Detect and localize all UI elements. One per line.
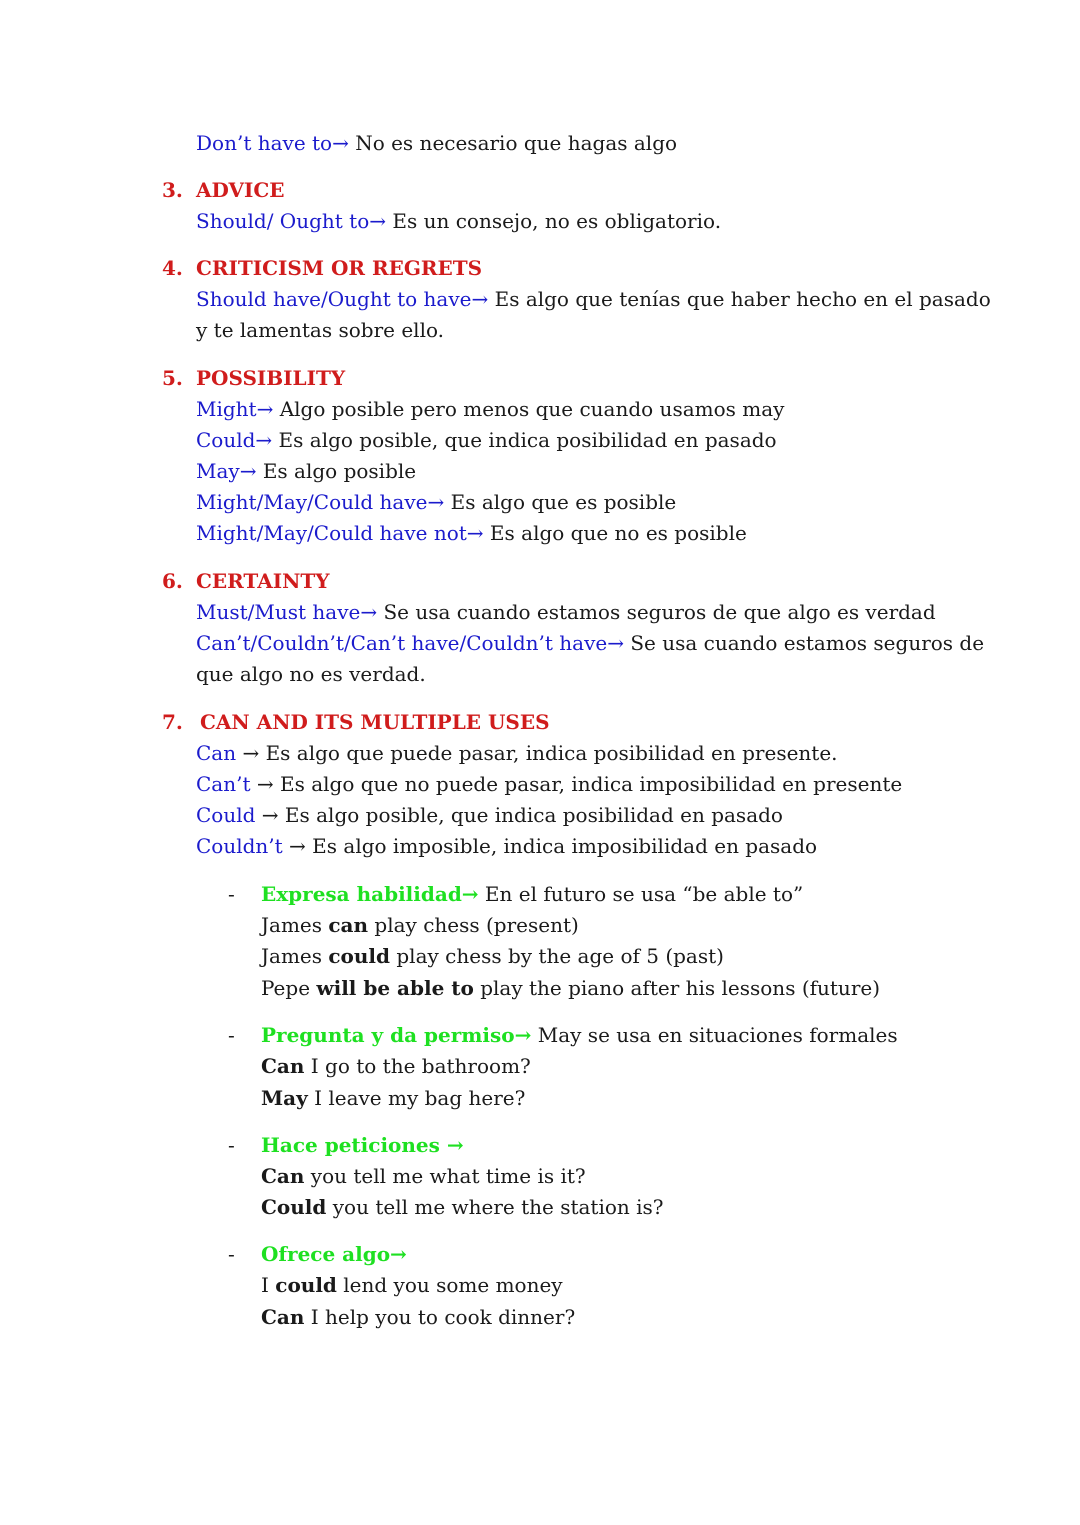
can-line [196, 769, 902, 800]
possibility-line [196, 425, 777, 456]
section-heading-certainty: CERTAINTY [196, 569, 330, 593]
use-title: Expresa habilidad→ [261, 882, 479, 906]
use-heading [261, 879, 803, 910]
use-note: En el futuro se usa “be able to” [478, 882, 804, 906]
term: Might/May/Could have→ [196, 490, 445, 514]
definition: → Es algo imposible, indica imposibilidad en pasado [282, 834, 818, 858]
use-note: May se usa en situaciones formales [531, 1023, 898, 1047]
definition: y te lamentas sobre ello. [196, 318, 445, 342]
bullet-dash: - [228, 1242, 235, 1266]
definition: Es un consejo, no es obligatorio. [386, 209, 722, 233]
term: Might→ [196, 397, 274, 421]
can-line [196, 831, 817, 862]
example-post: I leave my bag here? [307, 1086, 526, 1110]
section-heading-can: CAN AND ITS MULTIPLE USES [200, 710, 550, 734]
certainty-line [196, 628, 984, 659]
example-line [261, 1302, 575, 1333]
definition: Es algo posible, que indica posibilidad en pasado [272, 428, 777, 452]
use-heading [261, 1020, 898, 1051]
definition: que algo no es verdad. [196, 662, 426, 686]
example-keyword: Can [261, 1164, 305, 1188]
certainty-line [196, 597, 936, 628]
section-heading-advice: ADVICE [196, 178, 285, 202]
criticism-line [196, 315, 444, 346]
definition: Algo posible pero menos que cuando usamos may [273, 397, 785, 421]
term: Can’t [196, 772, 251, 796]
can-line [196, 738, 838, 769]
example-keyword: Can [261, 1054, 305, 1078]
use-title: Hace peticiones → [261, 1133, 464, 1157]
advice-line [196, 206, 721, 237]
possibility-line [196, 394, 784, 425]
example-line [261, 973, 880, 1004]
definition: → Es algo que no puede pasar, indica imposibilidad en presente [250, 772, 903, 796]
example-keyword: Can [261, 1305, 305, 1329]
definition: No es necesario que hagas algo [348, 131, 678, 155]
example-line [261, 941, 724, 972]
example-pre: James [261, 913, 329, 937]
example-keyword: could [275, 1273, 337, 1297]
section-number: 7. [162, 710, 183, 734]
example-line [261, 1051, 531, 1082]
section-number: 5. [162, 366, 183, 390]
definition: Es algo posible [256, 459, 417, 483]
definition: Se usa cuando estamos seguros de que algo es verdad [377, 600, 936, 624]
term: Should have/Ought to have→ [196, 287, 489, 311]
term: May→ [196, 459, 257, 483]
example-line [261, 1270, 563, 1301]
example-pre: Pepe [261, 976, 317, 1000]
criticism-line [196, 284, 991, 315]
term: Could→ [196, 428, 273, 452]
section-number: 4. [162, 256, 183, 280]
example-post: lend you some money [336, 1273, 563, 1297]
example-line [261, 1083, 525, 1114]
use-heading [261, 1239, 407, 1270]
section-heading-criticism: CRITICISM OR REGRETS [196, 256, 483, 280]
term: Don’t have to→ [196, 131, 349, 155]
term: Can [196, 741, 237, 765]
example-post: I help you to cook dinner? [304, 1305, 576, 1329]
example-line [261, 1161, 586, 1192]
possibility-line [196, 518, 747, 549]
term: Can’t/Couldn’t/Can’t have/Couldn’t have→ [196, 631, 624, 655]
example-post: you tell me where the station is? [326, 1195, 664, 1219]
certainty-line [196, 659, 426, 690]
use-heading [261, 1130, 464, 1161]
definition: Se usa cuando estamos seguros de [623, 631, 985, 655]
possibility-line [196, 487, 676, 518]
use-title: Pregunta y da permiso→ [261, 1023, 532, 1047]
term: Must/Must have→ [196, 600, 378, 624]
example-pre: I [261, 1273, 276, 1297]
use-title: Ofrece algo→ [261, 1242, 407, 1266]
example-line [261, 910, 579, 941]
example-pre: James [261, 944, 329, 968]
example-keyword: could [328, 944, 391, 968]
example-keyword: will be able to [316, 976, 474, 1000]
example-keyword: Could [261, 1195, 327, 1219]
can-line [196, 800, 783, 831]
definition: Es algo que tenías que haber hecho en el pasado [488, 287, 991, 311]
dont-have-to-line [196, 128, 677, 159]
definition: → Es algo que puede pasar, indica posibilidad en presente. [236, 741, 838, 765]
section-number: 6. [162, 569, 183, 593]
example-post: play the piano after his lessons (future) [473, 976, 881, 1000]
example-post: play chess (present) [368, 913, 579, 937]
definition: → Es algo posible, que indica posibilidad en pasado [255, 803, 783, 827]
example-post: you tell me what time is it? [304, 1164, 586, 1188]
bullet-dash: - [228, 1133, 235, 1157]
term: Should/ Ought to→ [196, 209, 386, 233]
term: Could [196, 803, 256, 827]
term: Couldn’t [196, 834, 283, 858]
section-number: 3. [162, 178, 183, 202]
section-heading-possibility: POSSIBILITY [196, 366, 346, 390]
definition: Es algo que no es posible [483, 521, 747, 545]
definition: Es algo que es posible [444, 490, 677, 514]
bullet-dash: - [228, 882, 235, 906]
example-post: play chess by the age of 5 (past) [390, 944, 724, 968]
possibility-line [196, 456, 416, 487]
example-keyword: May [261, 1086, 308, 1110]
term: Might/May/Could have not→ [196, 521, 484, 545]
bullet-dash: - [228, 1023, 235, 1047]
example-post: I go to the bathroom? [304, 1054, 531, 1078]
example-line [261, 1192, 664, 1223]
example-keyword: can [328, 913, 369, 937]
